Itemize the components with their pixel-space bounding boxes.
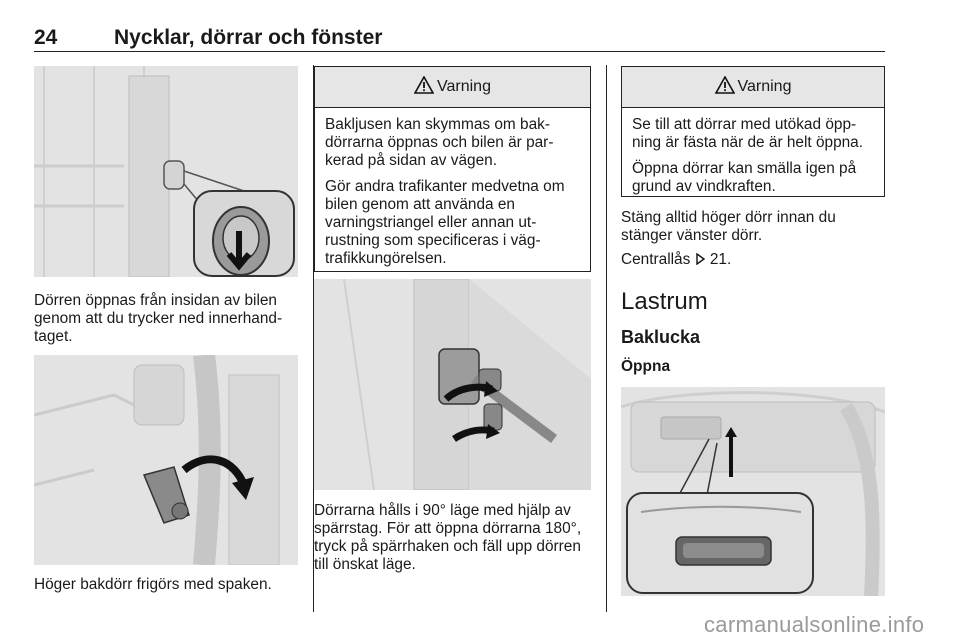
warning-triangle-icon <box>414 76 434 99</box>
chapter-title: Nycklar, dörrar och fönster <box>114 26 383 49</box>
door-order-paragraph: Stäng alltid höger dörr innan du stänger vänster dörr. <box>621 209 836 244</box>
subsubsection-heading: Öppna <box>621 358 671 375</box>
watermark: carmanualsonline.info <box>704 612 925 637</box>
warning-header <box>315 67 590 108</box>
warning-header <box>622 67 884 108</box>
door-check-strap-illustration <box>314 279 591 490</box>
warning-triangle-icon <box>715 76 735 99</box>
door-handle-illustration <box>34 66 298 277</box>
rear-door-lever-caption: Höger bakdörr frigörs med spaken. <box>34 576 272 593</box>
warning-text-2: Öppna dörrar kan smälla igen på grund av vindkraften. <box>632 160 857 195</box>
subsection-heading: Baklucka <box>621 327 701 347</box>
warning-title: Varning <box>437 78 491 95</box>
rear-door-lever-illustration <box>34 355 298 565</box>
warning-text-1: Bakljusen kan skymmas om bakdörrarna öppnas och bilen är parkerad på sidan av vägen. <box>325 116 554 169</box>
header-rule <box>34 51 885 52</box>
tailgate-handle-illustration <box>621 387 885 596</box>
warning-box-middle <box>314 66 591 272</box>
page-number: 24 <box>34 26 58 49</box>
central-lock-page[interactable]: 21. <box>709 251 732 268</box>
page-reference-arrow-icon <box>695 252 706 270</box>
column-divider-2 <box>606 65 607 612</box>
door-check-strap-caption: Dörrarna hålls i 90° läge med hjälp av spärrstag. För att öppna dörrarna 180°, tryck på spärrhaken och fäll upp dörren till önskat läge. <box>314 502 582 573</box>
warning-box-right <box>621 66 885 197</box>
central-lock-text: Centrallås <box>621 251 695 268</box>
warning-text-1: Se till att dörrar med utökad öppning är fästa när de är helt öppna. <box>632 116 864 151</box>
section-heading: Lastrum <box>621 288 708 315</box>
door-handle-caption: Dörren öppnas från insidan av bilen genom att du trycker ned innerhandtaget. <box>34 292 283 345</box>
warning-text-2: Gör andra trafikanter medvetna om bilen genom att använda en varningstriangel eller annan utrustning som specificeras i vägtrafikkungörelsen. <box>325 178 565 267</box>
warning-title: Varning <box>737 78 792 95</box>
central-lock-reference <box>621 251 885 270</box>
